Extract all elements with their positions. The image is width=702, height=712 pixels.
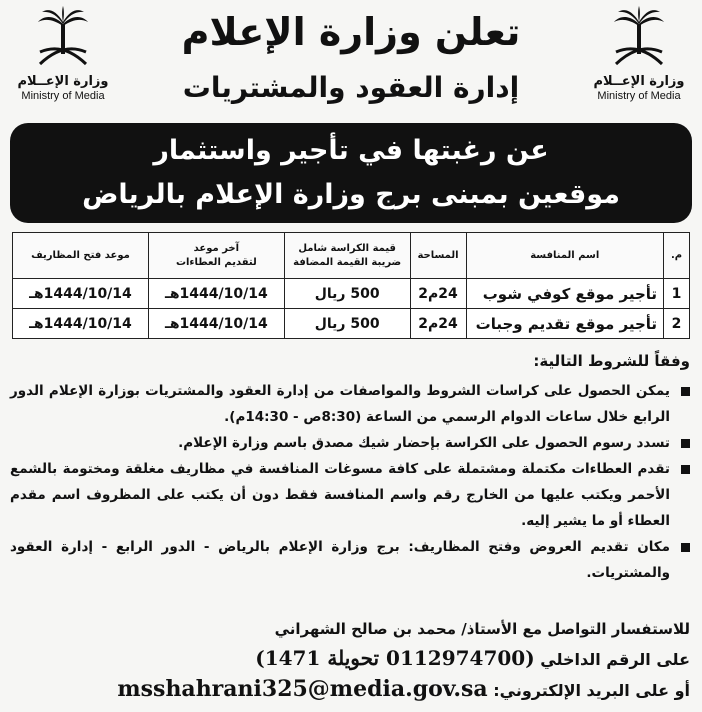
email-link[interactable]: msshahrani325@media.gov.sa	[117, 676, 488, 702]
list-item	[10, 430, 692, 456]
announcement-banner	[10, 123, 692, 223]
conditions-list	[10, 378, 692, 586]
row-last-date: 1444/10/14هـ	[148, 309, 284, 339]
ministry-logo-left	[8, 6, 118, 114]
conditions-title: وفقاً للشروط التالية:	[533, 352, 690, 370]
header-name: اسم المنافسة	[466, 233, 664, 279]
header-last-line-1: آخر موعد	[193, 242, 240, 254]
logo-english-name: Ministry of Media	[21, 90, 105, 102]
header-price-line-1: قيمة الكراسة شامل	[298, 242, 396, 254]
square-bullet-icon	[681, 543, 690, 552]
contact-person: للاستفسار التواصل مع الأستاذ/ محمد بن صالح الشهراني	[274, 620, 690, 638]
banner-line-1: عن رغبتها في تأجير واستثمار	[153, 135, 549, 166]
logo-english-name: Ministry of Media	[597, 90, 681, 102]
row-num: 2	[664, 309, 690, 339]
header-area: المساحة	[410, 233, 466, 279]
row-area: 24م2	[410, 309, 466, 339]
row-name: تأجير موقع كوفي شوب	[466, 279, 664, 309]
ministry-logo-right	[584, 6, 694, 114]
condition-text: تقدم العطاءات مكتملة ومشتملة على كافة مسوغات المنافسة في مظاريف مغلقة ومختومة بالشمع الأحمر ويكتب عليها من الخارج رقم واسم المنافسة فقط دون أن يكتب على المظروف اسم مقدم العطاء أو ما يشير إليه.	[10, 461, 670, 529]
tenders-table	[12, 232, 690, 339]
palm-swords-emblem-icon	[28, 6, 98, 68]
phone-number: (0112974700 تحويلة 1471)	[255, 646, 535, 670]
contact-email-line	[117, 676, 690, 702]
condition-text: يمكن الحصول على كراسات الشروط والمواصفات من إدارة العقود والمشتريات بوزارة الإعلام الدور الرابع خلال ساعات الدوام الرسمي من الساعة (8:30ص - 14:30م).	[10, 383, 670, 425]
square-bullet-icon	[681, 387, 690, 396]
row-area: 24م2	[410, 279, 466, 309]
list-item	[10, 378, 692, 430]
logo-arabic-name: وزارة الإعــلام	[593, 74, 685, 89]
row-open-date: 1444/10/14هـ	[13, 279, 149, 309]
contact-phone-line	[255, 646, 690, 670]
header-last-line-2: لتقديم العطاءات	[175, 256, 257, 268]
header-num: م.	[664, 233, 690, 279]
header-price	[284, 233, 410, 279]
header-price-line-2: ضريبة القيمة المضافة	[293, 256, 402, 268]
phone-prefix: على الرقم الداخلي	[540, 650, 690, 669]
list-item	[10, 534, 692, 586]
square-bullet-icon	[681, 465, 690, 474]
condition-text: تسدد رسوم الحصول على الكراسة بإحضار شيك مصدق باسم وزارة الإعلام.	[178, 435, 670, 451]
banner-line-2: موقعين بمبنى برج وزارة الإعلام بالرياض	[82, 179, 620, 210]
table-header-row	[13, 233, 690, 279]
row-open-date: 1444/10/14هـ	[13, 309, 149, 339]
list-item	[10, 456, 692, 534]
email-prefix: أو على البريد الإلكتروني:	[493, 681, 690, 700]
row-price: 500 ريال	[284, 309, 410, 339]
table-row	[13, 279, 690, 309]
palm-swords-emblem-icon	[604, 6, 674, 68]
header-open-date: موعد فتح المظاريف	[13, 233, 149, 279]
page-title: تعلن وزارة الإعلام	[181, 10, 521, 54]
condition-text: مكان تقديم العروض وفتح المظاريف: برج وزارة الإعلام بالرياض - الدور الرابع - إدارة العقود والمشتريات.	[10, 539, 670, 581]
page-subtitle: إدارة العقود والمشتريات	[182, 71, 520, 104]
row-name: تأجير موقع تقديم وجبات	[466, 309, 664, 339]
header-last-date	[148, 233, 284, 279]
table-row	[13, 309, 690, 339]
logo-arabic-name: وزارة الإعــلام	[17, 74, 109, 89]
row-num: 1	[664, 279, 690, 309]
row-price: 500 ريال	[284, 279, 410, 309]
row-last-date: 1444/10/14هـ	[148, 279, 284, 309]
square-bullet-icon	[681, 439, 690, 448]
